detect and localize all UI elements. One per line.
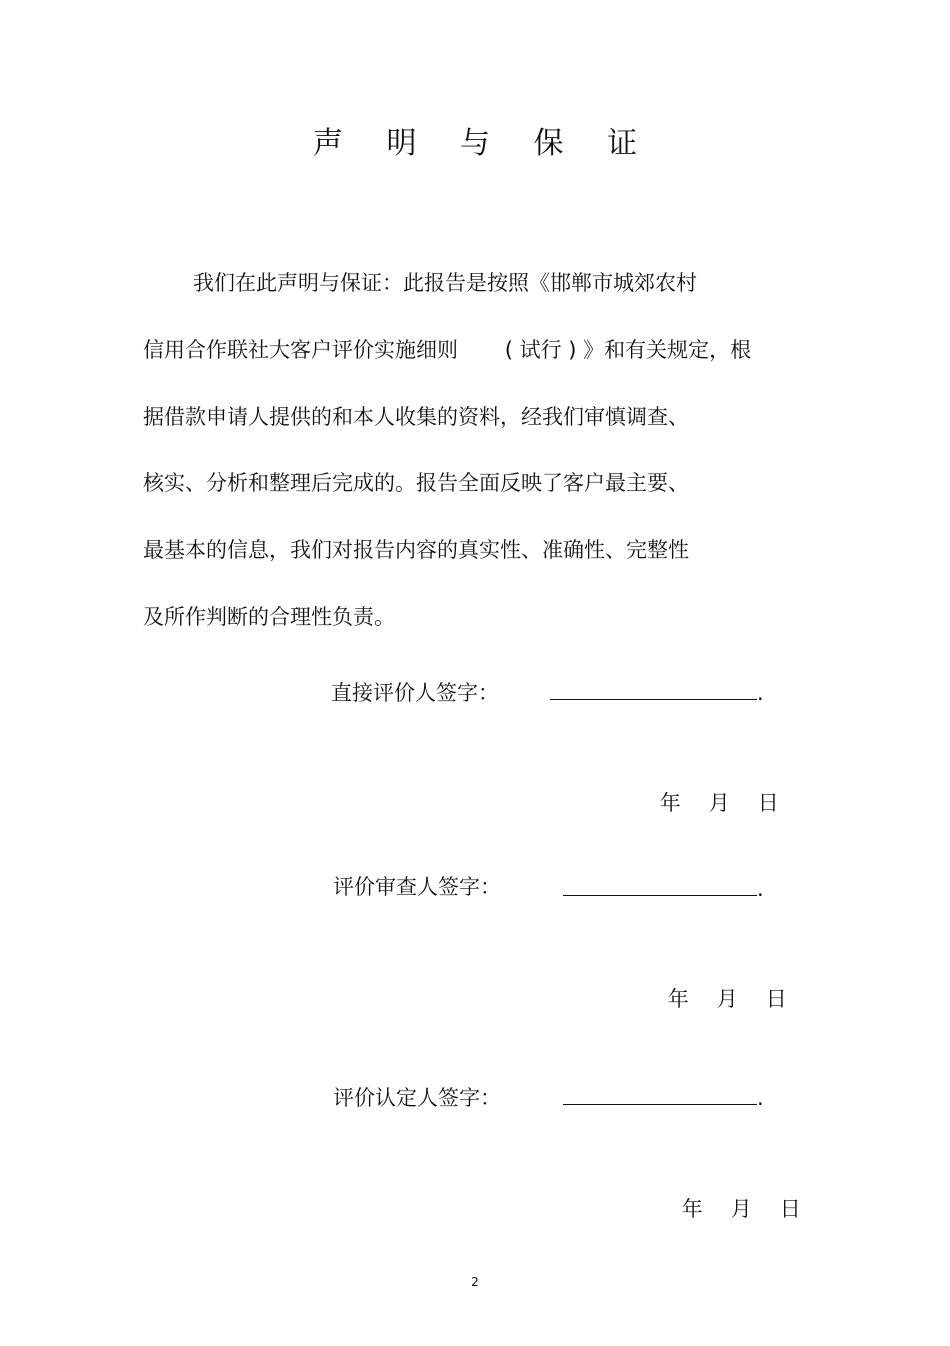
date-row xyxy=(655,1164,801,1254)
date-month: 月 xyxy=(730,1197,752,1221)
signature-label: 直接评价人签字： xyxy=(331,681,499,705)
date-month: 月 xyxy=(716,987,738,1011)
signature-end-mark: . xyxy=(757,1086,764,1110)
signature-end-mark: . xyxy=(757,681,764,705)
date-month: 月 xyxy=(708,791,730,815)
paragraph-line: 最基本的信息，我们对报告内容的真实性、准确性、完整性 xyxy=(143,538,689,562)
paragraph-line: 核实、分析和整理后完成的。报告全面反映了客户最主要、 xyxy=(143,471,689,495)
paragraph-line: 据借款申请人提供的和本人收集的资料，经我们审慎调查、 xyxy=(143,405,689,429)
signature-end-mark: . xyxy=(757,877,764,901)
signature-line[interactable] xyxy=(563,895,757,896)
signature-label: 评价认定人签字： xyxy=(333,1086,501,1110)
signature-label: 评价审查人签字： xyxy=(333,875,501,899)
date-day: 日 xyxy=(757,791,779,815)
page-number: 2 xyxy=(471,1275,479,1289)
date-year: 年 xyxy=(667,987,689,1011)
paragraph-line: 信用合作联社大客户评价实施细则 ( 试行 ) 》和有关规定，根 xyxy=(143,338,752,362)
date-year: 年 xyxy=(659,791,681,815)
date-year: 年 xyxy=(681,1197,703,1221)
date-row xyxy=(641,954,787,1044)
date-day: 日 xyxy=(779,1197,801,1221)
date-day: 日 xyxy=(765,987,787,1011)
signature-line[interactable] xyxy=(563,1104,757,1105)
signature-line[interactable] xyxy=(550,699,757,700)
date-row xyxy=(633,758,779,848)
paragraph-line: 及所作判断的合理性负责。 xyxy=(143,605,395,629)
page-title: 声 明 与 保 证 xyxy=(312,126,655,161)
paragraph-line: 我们在此声明与保证：此报告是按照《邯郸市城郊农村 xyxy=(193,271,697,295)
